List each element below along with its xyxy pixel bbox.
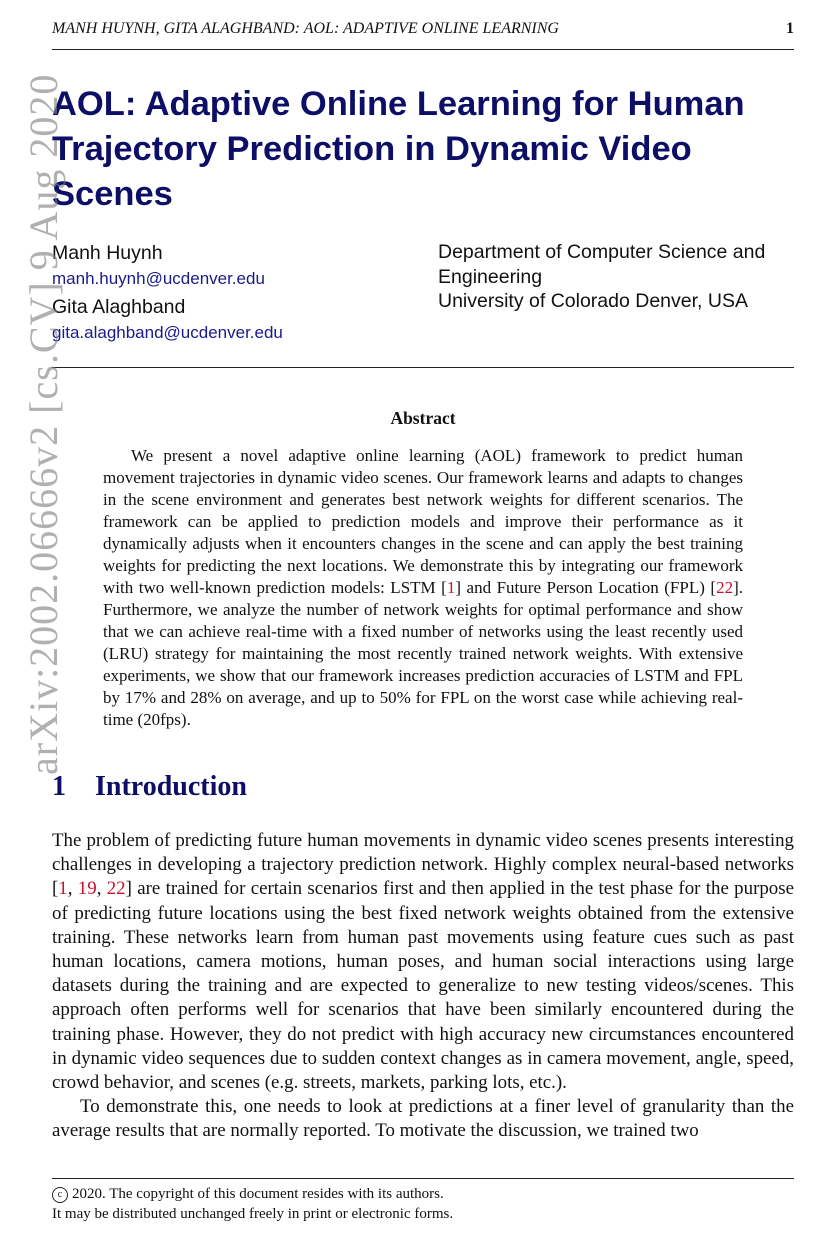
affiliation-line: University of Colorado Denver, USA [438,290,748,312]
paragraph [52,829,794,1095]
abstract-text-part: We present a novel adaptive online learning (AOL) framework to predict human movement trajectories in dynamic video scenes. Our framework learns and adapts to changes in the scene environment and generates best network weights for different scenarios. The framework can be applied to prediction models and improve their performance as it dynamically adjusts when it encounters changes in the scene and can apply the best training weights for predicting the next locations. We demonstrate this by integrating our framework with two well-known prediction models: LSTM [ [103,446,743,597]
header-rule [52,49,794,50]
paragraph-text: ] are trained for certain scenarios first and then applied in the test phase for the purpose of predicting future locations using the best fixed network weights obtained from the extensive training. These networks learn from human past movements using feature cues such as past human locations, camera motions, human poses, and human social interactions using large datasets during the training and are expected to generalize to new testing videos/scenes. This approach often performs well for scenarios that have been similarly encountered during the training phase. However, they do not predict with high accuracy new circumstances encountered in dynamic video sequences due to sudden context changes as in camera movement, angle, speed, crowd behavior, and scenes (e.g. streets, markets, parking lots, etc.). [52,878,794,1094]
affiliation-line: Department of Computer Science and [438,241,766,263]
paper-title [52,82,792,217]
citation-link[interactable]: 1 [446,578,456,597]
author-name: Manh Huynh [52,242,163,264]
section-title: Introduction [95,771,247,802]
title-line: Trajectory Prediction in Dynamic Video [52,130,692,168]
abstract-text [103,445,743,731]
footnote-line: 2020. The copyright of this document resides with its authors. [72,1186,444,1202]
abstract-heading: Abstract [390,408,456,428]
author-email-link[interactable]: gita.alaghband@ucdenver.edu [52,323,283,342]
paragraph-text: The problem of predicting future human movements in dynamic video scenes presents interesting challenges in developing a trajectory prediction network. Highly complex neural-based networks [ [52,830,794,900]
introduction-body [52,829,794,1144]
author-name: Gita Alaghband [52,296,186,318]
affiliation [438,240,798,314]
author-email-link[interactable]: manh.huynh@ucdenver.edu [52,269,265,288]
author-list [52,240,422,348]
footnote-rule [52,1178,794,1179]
footnote-line: It may be distributed unchanged freely in print or electronic forms. [52,1206,454,1222]
citation-link[interactable]: 19 [77,878,97,900]
abstract-text-part: ] and Future Person Location (FPL) [ [455,578,717,597]
running-header [52,20,794,38]
copyright-footnote [52,1184,794,1224]
title-line: Scenes [52,175,173,213]
abstract-text-part: ]. Furthermore, we analyze the number of network weights for optimal performance and show that we can achieve real-time with a fixed number of networks using the least recently used (LRU) strategy for maintaining the most recently trained network weights. With extensive experiments, we show that our framework increases prediction accuracies of LSTM and FPL by 17% and 28% on average, and up to 50% for FPL on the worst case while achieving real-time (20fps). [103,578,743,729]
running-header-text: MANH HUYNH, GITA ALAGHBAND: AOL: ADAPTIVE ONLINE LEARNING [52,20,559,37]
title-line: AOL: Adaptive Online Learning for Human [52,85,745,123]
affiliation-line: Engineering [438,265,543,288]
paragraph: To demonstrate this, one needs to look at predictions at a finer level of granularity than the average results that are normally reported. To motivate the discussion, we trained two [52,1096,794,1142]
section-heading [52,771,247,803]
citation-link[interactable]: 22 [106,878,126,900]
title-block-rule [52,367,794,368]
copyright-icon: c [52,1187,68,1203]
citation-separator: , [67,878,78,900]
page-number: 1 [786,20,794,37]
citation-separator: , [96,878,107,900]
citation-link[interactable]: 1 [58,878,68,900]
section-number: 1 [52,771,66,802]
arxiv-watermark: arXiv:2002.06666v2 [cs.CV] 9 Aug 2020 [21,73,66,775]
citation-link[interactable]: 22 [716,578,734,597]
